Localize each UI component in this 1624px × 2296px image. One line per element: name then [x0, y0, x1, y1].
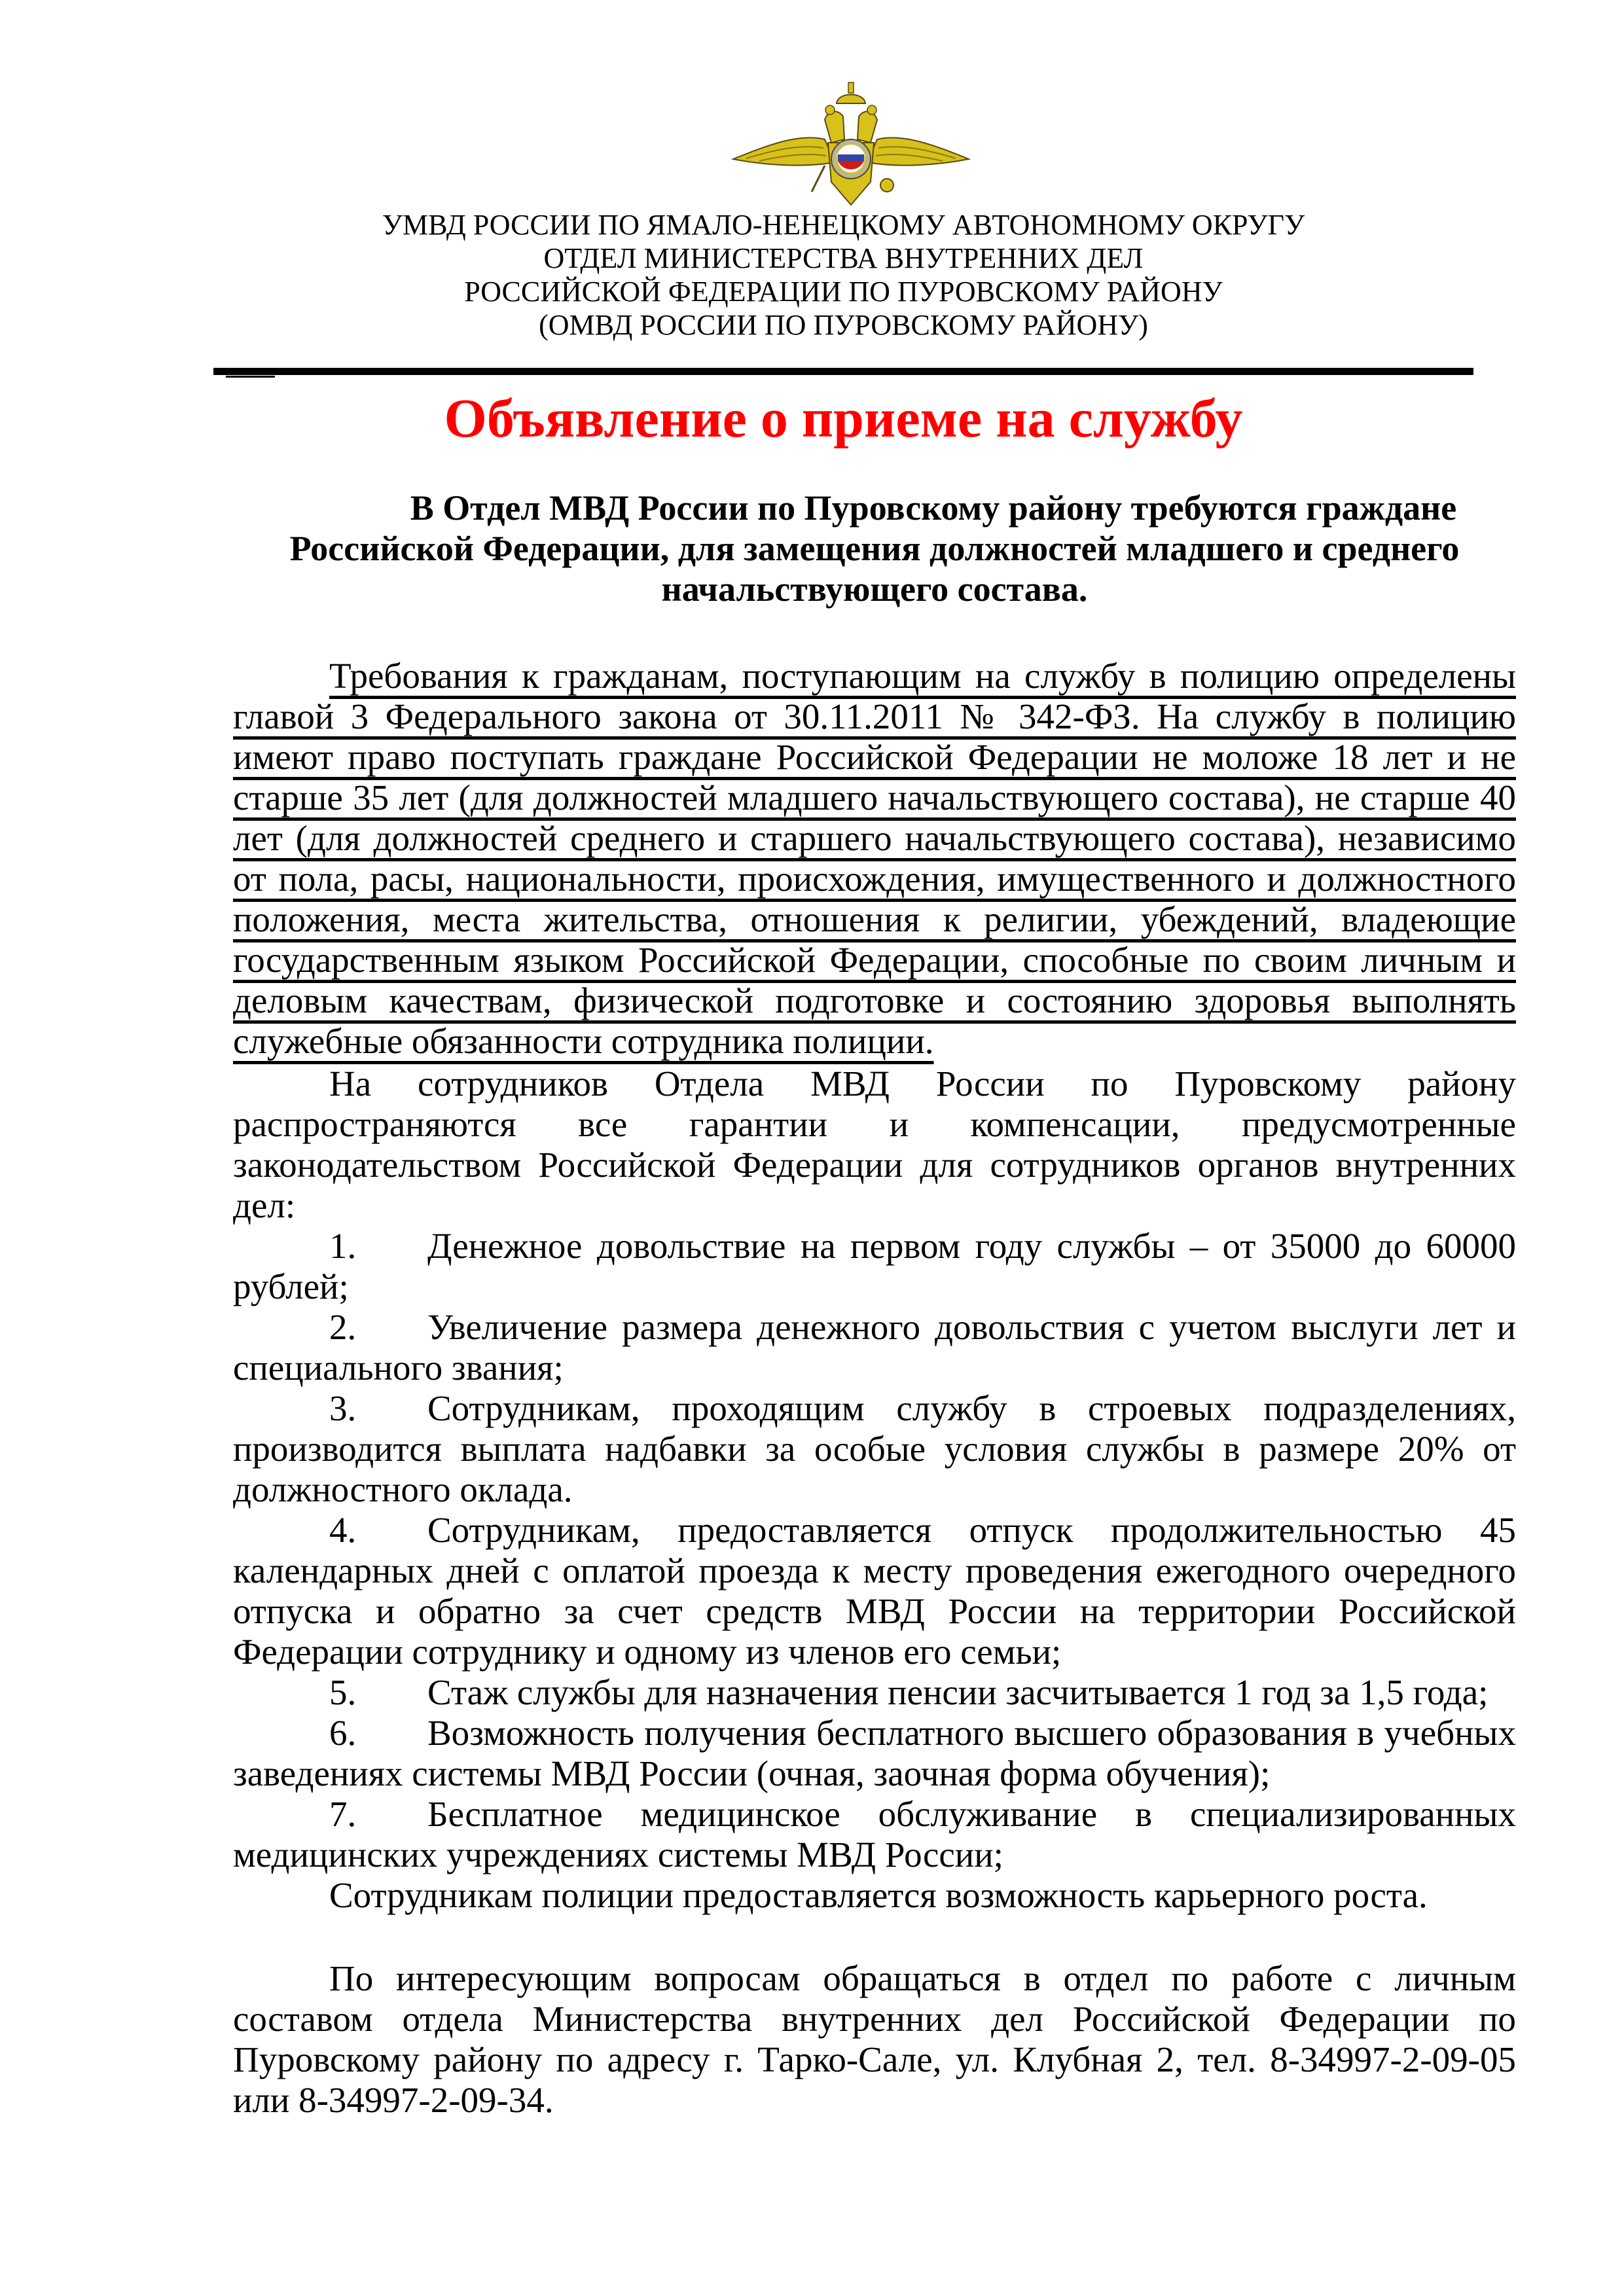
org-header-line-4: (ОМВД РОССИИ ПО ПУРОВСКОМУ РАЙОНУ) — [539, 309, 1148, 341]
page-title: Объявление о приеме на службу — [444, 388, 1243, 449]
benefit-item — [233, 1510, 1516, 1672]
benefit-number: 5. — [329, 1672, 357, 1712]
header-divider — [213, 368, 1473, 375]
lead-paragraph — [233, 488, 1516, 609]
benefit-number: 6. — [329, 1713, 357, 1753]
benefit-text: Возможность получения бесплатного высшего образования в учебных заведениях системы МВД России (очная, заочная форма обучения); — [233, 1713, 1516, 1793]
benefit-item — [233, 1388, 1516, 1510]
benefit-text: Денежное довольствие на первом году службы – от 35000 до 60000 рублей; — [233, 1226, 1516, 1306]
organization-header — [213, 208, 1473, 342]
benefit-item — [233, 1713, 1516, 1794]
org-header-line-3: РОССИЙСКОЙ ФЕДЕРАЦИИ ПО ПУРОВСКОМУ РАЙОНУ — [464, 276, 1223, 308]
lead-line-1: В Отдел МВД России по Пуровскому району требуются граждане — [410, 488, 1457, 528]
benefit-text: Бесплатное медицинское обслуживание в специализированных медицинских учреждениях системы МВД России; — [233, 1794, 1516, 1874]
benefit-number: 7. — [329, 1794, 357, 1834]
header-divider-accent — [226, 376, 275, 378]
benefits-section — [233, 1064, 1516, 1916]
benefit-text: Сотрудникам, проходящим службу в строевых подразделениях, производится выплата надбавки за особые условия службы в размере 20% от должностного оклада. — [233, 1388, 1516, 1509]
lead-rest: Российской Федерации, для замещения должностей младшего и среднего начальствующего состава. — [289, 529, 1460, 609]
benefit-item — [233, 1226, 1516, 1307]
benefit-item — [233, 1307, 1516, 1388]
benefit-number: 1. — [329, 1226, 357, 1266]
requirements-paragraph: Требования к гражданам, поступающим на службу в полицию определены главой 3 Федерального закона от 30.11.2011 № 342-ФЗ. На службу в полицию имеют право поступать граждане Российской Федерации не моложе 18 лет и не старше 35 лет (для должностей младшего начальствующего состава), не старше 40 лет (для должностей среднего и старшего начальствующего состава), независимо от пола, расы, национальности, происхождения, имущественного и должностного положения, места жительства, отношения к религии, убеждений, владеющие государственным языком Российской Федерации, способные по своим личным и деловым качествам, физической подготовке и состоянию здоровья выполнять служебные обязанности сотрудника полиции. — [233, 656, 1516, 1061]
benefit-item — [233, 1794, 1516, 1875]
requirements-section — [233, 656, 1516, 1062]
career-growth-note: Сотрудникам полиции предоставляется возможность карьерного роста. — [329, 1875, 1428, 1915]
benefit-text: Стаж службы для назначения пенсии засчитывается 1 год за 1,5 года; — [427, 1672, 1489, 1712]
benefits-intro: На сотрудников Отдела МВД России по Пуровскому району распространяются все гарантии и компенсации, предусмотренные законодательством Российской Федерации для сотрудников органов внутренних дел: — [233, 1064, 1516, 1225]
benefit-number: 2. — [329, 1307, 357, 1347]
org-header-line-2: ОТДЕЛ МИНИСТЕРСТВА ВНУТРЕННИХ ДЕЛ — [543, 242, 1144, 274]
eagle-icon — [727, 77, 975, 208]
benefit-text: Сотрудникам, предоставляется отпуск продолжительностью 45 календарных дней с оплатой проезда к месту проведения ежегодного очередного отпуска и обратно за счет средств МВД России на территории Российской Федерации сотруднику и одному из членов его семьи; — [233, 1510, 1516, 1672]
contact-section — [233, 1958, 1516, 2121]
benefit-number: 4. — [329, 1510, 357, 1550]
mvd-emblem-icon — [727, 77, 975, 208]
benefit-number: 3. — [329, 1388, 357, 1428]
benefit-text: Увеличение размера денежного довольствия с учетом выслуги лет и специального звания; — [233, 1307, 1516, 1388]
org-header-line-1: УМВД РОССИИ ПО ЯМАЛО-НЕНЕЦКОМУ АВТОНОМНОМУ ОКРУГУ — [382, 209, 1305, 241]
contact-paragraph: По интересующим вопросам обращаться в отдел по работе с личным составом отдела Министерства внутренних дел Российской Федерации по Пуровскому району по адресу г. Тарко-Сале, ул. Клубная 2, тел. 8-34997-2-09-05 или 8-34997-2-09-34. — [233, 1958, 1516, 2120]
benefit-item — [233, 1672, 1516, 1713]
